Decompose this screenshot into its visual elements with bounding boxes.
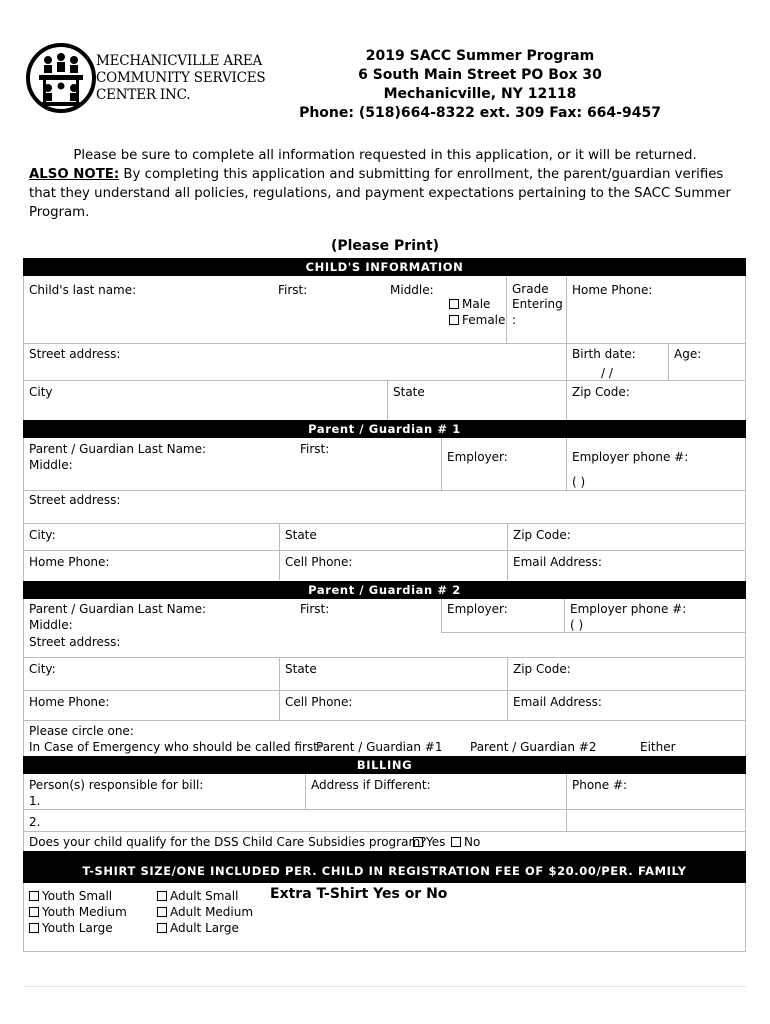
g2-middle-label: Middle: <box>29 618 73 632</box>
male-option[interactable] <box>449 296 490 312</box>
child-home-phone-label: Home Phone: <box>572 283 653 297</box>
org-name-line2: COMMUNITY SERVICES <box>96 70 266 86</box>
g1-zip-label: Zip Code: <box>513 528 571 542</box>
child-row-rule <box>23 380 746 381</box>
g1-last-name-label: Parent / Guardian Last Name: <box>29 442 207 456</box>
adult-large-checkbox[interactable] <box>157 923 167 933</box>
g1-col-divider <box>279 523 280 580</box>
billing-section-bar: BILLING <box>23 756 746 774</box>
adult-large-label: Adult Large <box>170 921 239 935</box>
dss-no-checkbox[interactable] <box>451 837 461 847</box>
birth-date-label: Birth date: <box>572 347 636 361</box>
form-right-border <box>745 258 746 952</box>
g1-row-rule <box>23 550 746 551</box>
g1-email-label: Email Address: <box>513 555 602 569</box>
child-first-label: First: <box>278 283 308 297</box>
g1-middle-label: Middle: <box>29 458 73 472</box>
age-label: Age: <box>674 347 702 361</box>
youth-small-label: Youth Small <box>42 889 113 903</box>
g1-employer-phone-paren: ( ) <box>572 475 586 489</box>
adult-small-label: Adult Small <box>170 889 239 903</box>
form-left-border <box>23 258 24 952</box>
grade-label-2: Entering <box>512 297 563 311</box>
youth-large-option[interactable] <box>29 920 113 936</box>
program-address2: Mechanicville, NY 12118 <box>383 86 577 102</box>
billing-divider <box>305 774 306 809</box>
child-last-name-label: Child's last name: <box>29 283 137 297</box>
billing-persons-label: Person(s) responsible for bill: <box>29 778 204 792</box>
form-bottom-rule <box>23 951 746 952</box>
male-label: Male <box>462 297 491 311</box>
grade-divider <box>506 277 507 343</box>
g2-row-rule <box>441 632 746 633</box>
male-checkbox[interactable] <box>449 299 459 309</box>
grade-label-1: Grade <box>512 282 549 296</box>
g1-employer-label: Employer: <box>447 450 508 464</box>
g1-state-label: State <box>285 528 317 542</box>
dss-yes-checkbox[interactable] <box>413 837 423 847</box>
org-name-line1: MECHANICVILLE AREA <box>96 53 263 69</box>
g1-employer-phone-label: Employer phone #: <box>572 450 689 464</box>
billing-person-1: 1. <box>29 794 41 808</box>
grade-label-3: : <box>512 313 517 327</box>
g1-col-divider <box>507 523 508 580</box>
child-row-rule <box>23 343 746 344</box>
emergency-option-either[interactable]: Either <box>640 740 676 754</box>
program-title: 2019 SACC Summer Program <box>365 48 595 64</box>
adult-large-option[interactable] <box>157 920 239 936</box>
intro-note <box>29 165 741 222</box>
age-divider <box>668 343 669 380</box>
female-option[interactable] <box>449 312 505 328</box>
youth-small-option[interactable] <box>29 888 112 904</box>
youth-small-checkbox[interactable] <box>29 891 39 901</box>
program-header <box>240 47 720 123</box>
org-name-line3: CENTER INC. <box>96 87 191 103</box>
dss-yes-option[interactable] <box>413 834 445 850</box>
g2-city-label: City: <box>29 662 56 676</box>
please-print: (Please Print) <box>330 238 440 254</box>
program-address1: 6 South Main Street PO Box 30 <box>358 67 602 83</box>
emergency-circle-label: Please circle one: <box>29 724 134 738</box>
youth-medium-checkbox[interactable] <box>29 907 39 917</box>
youth-large-checkbox[interactable] <box>29 923 39 933</box>
billing-phone-label: Phone #: <box>572 778 628 792</box>
g2-employer-label: Employer: <box>447 602 508 616</box>
dss-no-label: No <box>464 835 481 849</box>
g2-first-label: First: <box>300 602 330 616</box>
g1-city-label: City: <box>29 528 56 542</box>
g2-state-label: State <box>285 662 317 676</box>
g1-first-label: First: <box>300 442 330 456</box>
emergency-option-guardian1[interactable]: Parent / Guardian #1 <box>316 740 443 754</box>
billing-row-rule <box>23 809 746 810</box>
g2-last-name-label: Parent / Guardian Last Name: <box>29 602 207 616</box>
child-zip-label: Zip Code: <box>572 385 630 399</box>
birth-date-slashes: / / <box>601 366 613 380</box>
billing-phone-divider <box>566 774 567 831</box>
tshirt-section-bar: T-SHIRT SIZE/ONE INCLUDED PER. CHILD IN REGISTRATION FEE OF $20.00/PER. FAMILY <box>23 851 746 883</box>
child-middle-label: Middle: <box>390 283 434 297</box>
billing-person-2: 2. <box>29 815 41 829</box>
guardian2-section-bar: Parent / Guardian # 2 <box>23 581 746 599</box>
also-note-text: By completing this application and submitting for enrollment, the parent/guardian verifies that they understand all policies, regulations, and payment expectations pertaining to the SACC Summer Program. <box>29 167 731 220</box>
adult-medium-option[interactable] <box>157 904 253 920</box>
intro-text <box>29 146 741 222</box>
g2-col-divider <box>279 657 280 720</box>
billing-row-rule <box>23 831 746 832</box>
dss-yes-label: Yes <box>426 835 446 849</box>
extra-tshirt-label: Extra T-Shirt Yes or No <box>270 886 448 902</box>
g2-home-phone-label: Home Phone: <box>29 695 110 709</box>
child-state-label: State <box>393 385 425 399</box>
child-right-divider <box>566 277 567 420</box>
child-street-label: Street address: <box>29 347 121 361</box>
g1-cell-phone-label: Cell Phone: <box>285 555 353 569</box>
g1-phone-divider <box>566 438 567 490</box>
g1-home-phone-label: Home Phone: <box>29 555 110 569</box>
female-label: Female <box>462 313 506 327</box>
also-note-label: ALSO NOTE: <box>29 167 120 182</box>
guardian1-section-bar: Parent / Guardian # 1 <box>23 420 746 438</box>
g2-employer-phone-paren: ( ) <box>570 618 584 632</box>
child-city-label: City <box>29 385 53 399</box>
g2-row-rule <box>23 690 746 691</box>
g2-row-rule <box>23 657 746 658</box>
g2-col-divider <box>507 657 508 720</box>
state-divider <box>387 380 388 420</box>
youth-medium-label: Youth Medium <box>42 905 127 919</box>
g1-employer-divider <box>441 438 442 490</box>
g2-zip-label: Zip Code: <box>513 662 571 676</box>
g2-row-rule <box>23 720 746 721</box>
intro-line1: Please be sure to complete all information requested in this application, or it will be returned. <box>73 148 697 163</box>
g1-row-rule <box>23 523 746 524</box>
billing-address-label: Address if Different: <box>311 778 431 792</box>
child-section-bar: CHILD'S INFORMATION <box>23 258 746 276</box>
adult-medium-checkbox[interactable] <box>157 907 167 917</box>
dss-no-option[interactable] <box>451 834 480 850</box>
g2-email-label: Email Address: <box>513 695 602 709</box>
emergency-question: In Case of Emergency who should be called first: <box>29 740 322 754</box>
g2-cell-phone-label: Cell Phone: <box>285 695 353 709</box>
program-phone: Phone: (518)664-8322 ext. 309 Fax: 664-9457 <box>299 105 661 121</box>
g2-phone-divider <box>564 599 565 632</box>
page-bottom-rule <box>23 986 746 987</box>
org-logo-icon <box>26 38 96 118</box>
g2-employer-divider <box>441 599 442 632</box>
g2-street-label: Street address: <box>29 635 121 649</box>
g2-employer-phone-label: Employer phone #: <box>570 602 687 616</box>
adult-small-option[interactable] <box>157 888 238 904</box>
g1-row-rule <box>23 490 746 491</box>
adult-small-checkbox[interactable] <box>157 891 167 901</box>
emergency-option-guardian2[interactable]: Parent / Guardian #2 <box>470 740 597 754</box>
g1-street-label: Street address: <box>29 493 121 507</box>
adult-medium-label: Adult Medium <box>170 905 254 919</box>
youth-large-label: Youth Large <box>42 921 113 935</box>
dss-question: Does your child qualify for the DSS Child Care Subsidies program? <box>29 835 427 849</box>
female-checkbox[interactable] <box>449 315 459 325</box>
youth-medium-option[interactable] <box>29 904 127 920</box>
